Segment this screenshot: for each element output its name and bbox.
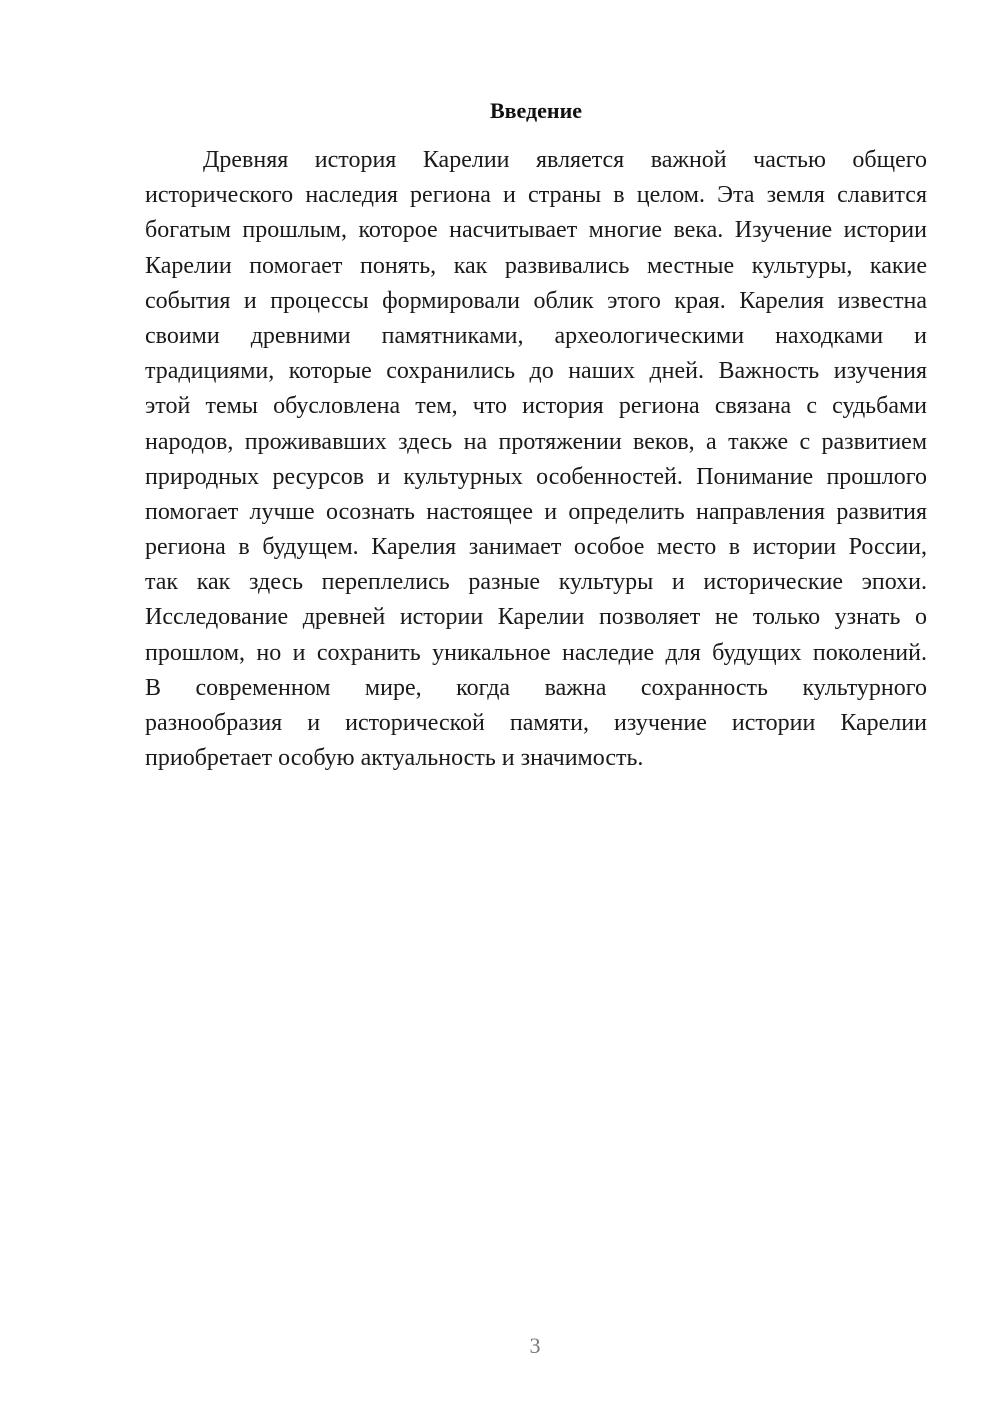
paragraph-line: природных ресурсов и культурных особенностей. Понимание прошлого	[145, 463, 927, 490]
paragraph-line: В современном мире, когда важна сохранность культурного	[145, 674, 927, 701]
paragraph-line: Древняя история Карелии является важной частью общего	[203, 147, 927, 173]
body-paragraph	[145, 143, 927, 776]
paragraph-line: приобретает особую актуальность и значимость.	[145, 745, 644, 772]
paragraph-line: исторического наследия региона и страны в целом. Эта земля славится	[145, 182, 927, 209]
paragraph-line: разнообразия и исторической памяти, изучение истории Карелии	[145, 710, 927, 736]
paragraph-line: Карелии помогает понять, как развивались местные культуры, какие	[145, 252, 927, 279]
paragraph-line: так как здесь переплелись разные культуры и исторические эпохи.	[145, 569, 927, 596]
paragraph-line: народов, проживавших здесь на протяжении веков, а также с развитием	[145, 428, 927, 455]
paragraph-line: региона в будущем. Карелия занимает особое место в истории России,	[145, 534, 927, 561]
paragraph-line: события и процессы формировали облик этого края. Карелия известна	[145, 287, 927, 314]
paragraph-line: помогает лучше осознать настоящее и определить направления развития	[145, 498, 927, 525]
page-number: 3	[529, 1333, 541, 1358]
paragraph-line: прошлом, но и сохранить уникальное наследие для будущих поколений.	[145, 639, 927, 666]
paragraph-line: Исследование древней истории Карелии позволяет не только узнать о	[145, 604, 927, 631]
paragraph-line: богатым прошлым, которое насчитывает многие века. Изучение истории	[145, 217, 927, 244]
section-heading: Введение	[489, 98, 583, 123]
paragraph-line: традициями, которые сохранились до наших дней. Важность изучения	[145, 358, 927, 385]
paragraph-line: своими древними памятниками, археологическими находками и	[145, 322, 927, 349]
paragraph-line: этой темы обусловлена тем, что история региона связана с судьбами	[145, 393, 927, 420]
